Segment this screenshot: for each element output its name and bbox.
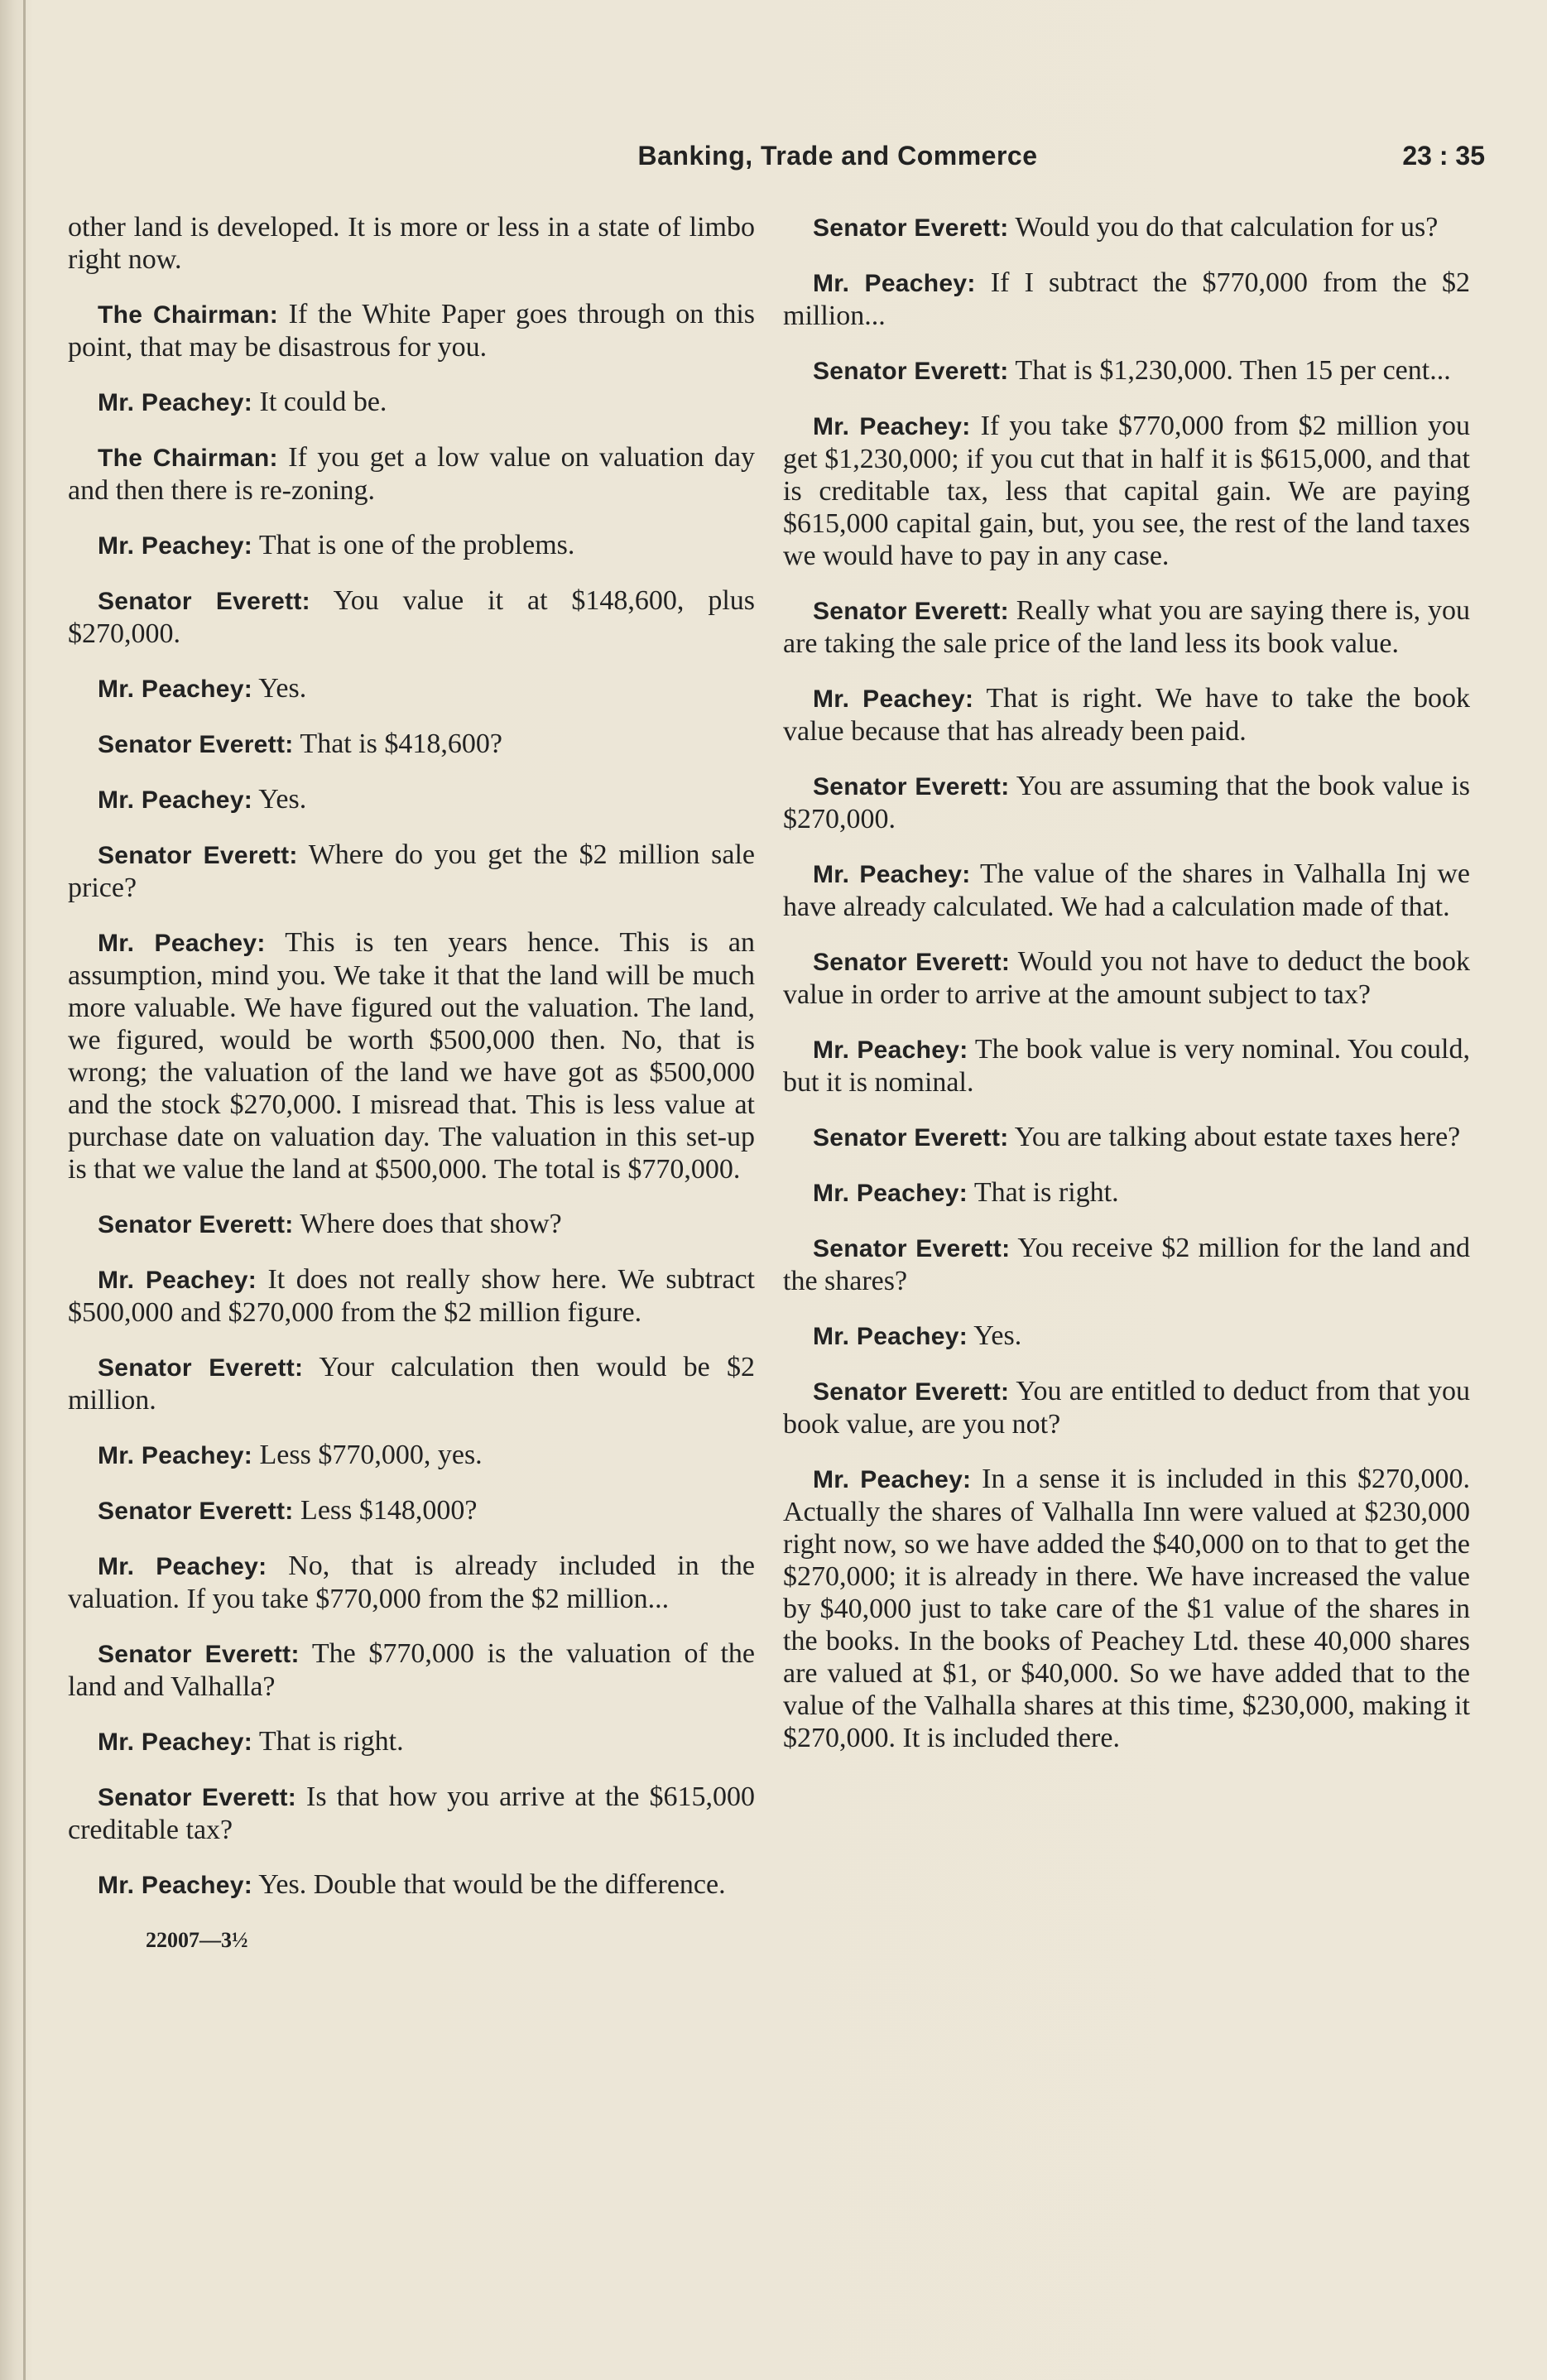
speech-text: That is right. We have to take the book value because that has already been paid. [783, 683, 1470, 747]
speaker-name: Senator Everett: [98, 1354, 304, 1382]
transcript-paragraph [68, 1637, 755, 1703]
speaker-name: Mr. Peachey: [813, 685, 974, 713]
transcript-paragraph [68, 298, 755, 363]
transcript-paragraph [783, 211, 1470, 244]
speech-text: No, that is already included in the valuation. If you take $770,000 from the $2 million... [68, 1551, 755, 1614]
transcript-paragraph [783, 682, 1470, 748]
speech-text: You are entitled to deduct from that you book value, are you not? [783, 1376, 1470, 1440]
speech-text: Would you not have to deduct the book value in order to arrive at the amount subject to tax? [783, 946, 1470, 1010]
speaker-name: Senator Everett: [98, 1498, 294, 1525]
transcript-paragraph [783, 1232, 1470, 1297]
speech-text: Really what you are saying there is, you are taking the sale price of the land less its book value. [783, 595, 1470, 659]
speech-text: Less $148,000? [293, 1495, 478, 1526]
speaker-name: Senator Everett: [813, 949, 1011, 976]
speaker-name: Mr. Peachey: [98, 676, 253, 703]
speaker-name: The Chairman: [98, 445, 278, 472]
transcript-paragraph [783, 1121, 1470, 1154]
transcript-paragraph [783, 594, 1470, 660]
speaker-name: Senator Everett: [813, 214, 1009, 242]
speaker-name: Senator Everett: [98, 1641, 300, 1668]
speech-text: It does not really show here. We subtract $500,000 and $270,000 from the $2 million figure. [68, 1264, 756, 1328]
speaker-name: Mr. Peachey: [813, 1323, 968, 1350]
speaker-name: The Chairman: [98, 301, 279, 329]
speech-text: That is right. [252, 1726, 404, 1757]
speech-text: The $770,000 is the valuation of the land and Valhalla? [68, 1638, 755, 1702]
speaker-name: Senator Everett: [813, 1378, 1010, 1406]
transcript-paragraph [68, 1550, 755, 1615]
right-column [783, 211, 1470, 1777]
transcript-paragraph [783, 770, 1470, 835]
speech-text: Yes. [252, 784, 307, 815]
transcript-paragraph [68, 1351, 755, 1416]
speaker-name: Senator Everett: [813, 358, 1009, 385]
transcript-paragraph [68, 1208, 755, 1241]
speech-text: Where does that show? [293, 1209, 562, 1239]
transcript-paragraph [783, 1320, 1470, 1353]
speech-text: Yes. Double that would be the difference. [252, 1869, 726, 1900]
left-column [68, 211, 755, 1956]
speech-text: This is ten years hence. This is an assumption, mind you. We take it that the land will be much more valuable. We have figured out the valuation. The land, we figured, would be worth $500,000 then. No, that is wrong; the valuation of the land we have got as $500,000 and the stock $270,000. I misread that. This is less value at purchase date on valuation day. The valuation in this set-up is that we value the land at $500,000. The total is $770,000. [68, 927, 756, 1185]
transcript-paragraph [68, 728, 755, 761]
speech-text: If the White Paper goes through on this point, that may be disastrous for you. [68, 299, 755, 363]
speaker-name: Mr. Peachey: [813, 861, 971, 888]
speaker-name: Mr. Peachey: [98, 1442, 253, 1469]
transcript-paragraph [68, 839, 755, 904]
speech-text: Would you do that calculation for us? [1008, 212, 1439, 243]
transcript-paragraph [783, 267, 1470, 332]
speaker-name: Mr. Peachey: [98, 786, 253, 814]
speech-text: Is that how you arrive at the $615,000 creditable tax? [68, 1781, 755, 1845]
transcript-paragraph [783, 354, 1470, 387]
running-title: Banking, Trade and Commerce [637, 141, 1038, 171]
transcript-paragraph [68, 211, 755, 276]
speaker-name: Mr. Peachey: [813, 413, 971, 440]
speaker-name: Senator Everett: [813, 1235, 1011, 1262]
transcript-paragraph [68, 1868, 755, 1902]
speaker-name: Mr. Peachey: [98, 1729, 253, 1756]
speech-text: You receive $2 million for the land and the shares? [783, 1233, 1470, 1296]
page-number: 23 : 35 [1402, 141, 1485, 171]
speech-text: The value of the shares in Valhalla Inj we have already calculated. We had a calculation made of that. [783, 858, 1471, 922]
speech-text: You are assuming that the book value is $270,000. [783, 771, 1470, 834]
speech-text: You are talking about estate taxes here? [1008, 1122, 1461, 1152]
speaker-name: Mr. Peachey: [98, 1872, 253, 1899]
transcript-paragraph [68, 1725, 755, 1758]
speech-text: Where do you get the $2 million sale price? [68, 839, 755, 903]
transcript-paragraph [783, 1375, 1470, 1440]
transcript-paragraph [68, 441, 755, 507]
speaker-name: Mr. Peachey: [813, 1036, 968, 1064]
page-header [68, 141, 1485, 182]
signature-mark: 22007—3½ [146, 1928, 248, 1952]
transcript-paragraph [783, 945, 1470, 1011]
speaker-name: Senator Everett: [813, 773, 1010, 801]
speaker-name: Mr. Peachey: [98, 389, 253, 416]
speech-text: You value it at $148,600, plus $270,000. [68, 585, 756, 649]
speaker-name: Senator Everett: [98, 842, 298, 869]
transcript-paragraph [783, 1176, 1470, 1209]
speaker-name: Senator Everett: [98, 588, 310, 615]
speech-text: It could be. [252, 387, 387, 417]
speech-text: If you take $770,000 from $2 million you get $1,230,000; if you cut that in half it is $615,000, and that is creditable tax, less that capital gain. We are paying $615,000 capital gain, but, you see, the rest of the land taxes we would have to pay in any case. [783, 411, 1470, 571]
transcript-paragraph [68, 1781, 755, 1846]
speech-text: Less $770,000, yes. [252, 1440, 483, 1470]
speech-text: Yes. [968, 1320, 1022, 1351]
speaker-name: Mr. Peachey: [813, 270, 976, 297]
transcript-paragraph [68, 1494, 755, 1527]
transcript-paragraph [783, 1033, 1470, 1099]
binding-gutter [23, 0, 26, 2380]
transcript-paragraph [68, 584, 755, 650]
speech-text: other land is developed. It is more or less in a state of limbo right now. [68, 212, 755, 275]
transcript-paragraph [68, 386, 755, 419]
speaker-name: Mr. Peachey: [98, 532, 253, 560]
speech-text: If I subtract the $770,000 from the $2 million... [783, 267, 1471, 331]
speech-text: If you get a low value on valuation day and then there is re-zoning. [68, 442, 755, 506]
transcript-paragraph [68, 783, 755, 816]
transcript-paragraph [783, 1463, 1470, 1754]
speech-text: Your calculation then would be $2 million. [68, 1352, 755, 1416]
speaker-name: Senator Everett: [98, 1784, 297, 1811]
speech-text: Yes. [252, 673, 307, 704]
speaker-name: Mr. Peachey: [98, 1267, 257, 1294]
speaker-name: Senator Everett: [98, 1211, 294, 1238]
transcript-paragraph [68, 1439, 755, 1472]
transcript-paragraph [783, 410, 1470, 572]
transcript-paragraph [68, 672, 755, 705]
speech-text: In a sense it is included in this $270,000. Actually the shares of Valhalla Inn were valued at $230,000 right now, so we have added the $40,000 on to that to get the $270,000; it is already in there. We have increased the value by $40,000 just to take care of the $1 value of the shares in the books. In the books of Peachey Ltd. these 40,000 shares are valued at $1, or $40,000. So we have added that to the value of the Valhalla shares at this time, $230,000, making it $270,000. It is included there. [783, 1464, 1471, 1753]
speaker-name: Senator Everett: [813, 1124, 1009, 1152]
transcript-paragraph [68, 529, 755, 562]
transcript-paragraph [68, 926, 755, 1185]
speech-text: The book value is very nominal. You could, but it is nominal. [783, 1034, 1470, 1098]
speaker-name: Mr. Peachey: [98, 930, 266, 957]
speaker-name: Senator Everett: [813, 598, 1009, 625]
speech-text: That is right. [968, 1177, 1119, 1208]
speech-text: That is one of the problems. [252, 530, 575, 560]
speaker-name: Mr. Peachey: [813, 1180, 968, 1207]
speaker-name: Mr. Peachey: [98, 1553, 267, 1580]
speaker-name: Mr. Peachey: [813, 1466, 972, 1493]
speech-text: That is $1,230,000. Then 15 per cent... [1008, 355, 1451, 386]
transcript-paragraph [783, 858, 1470, 923]
speaker-name: Senator Everett: [98, 731, 294, 758]
speech-text: That is $418,600? [293, 728, 503, 759]
transcript-paragraph [68, 1263, 755, 1329]
